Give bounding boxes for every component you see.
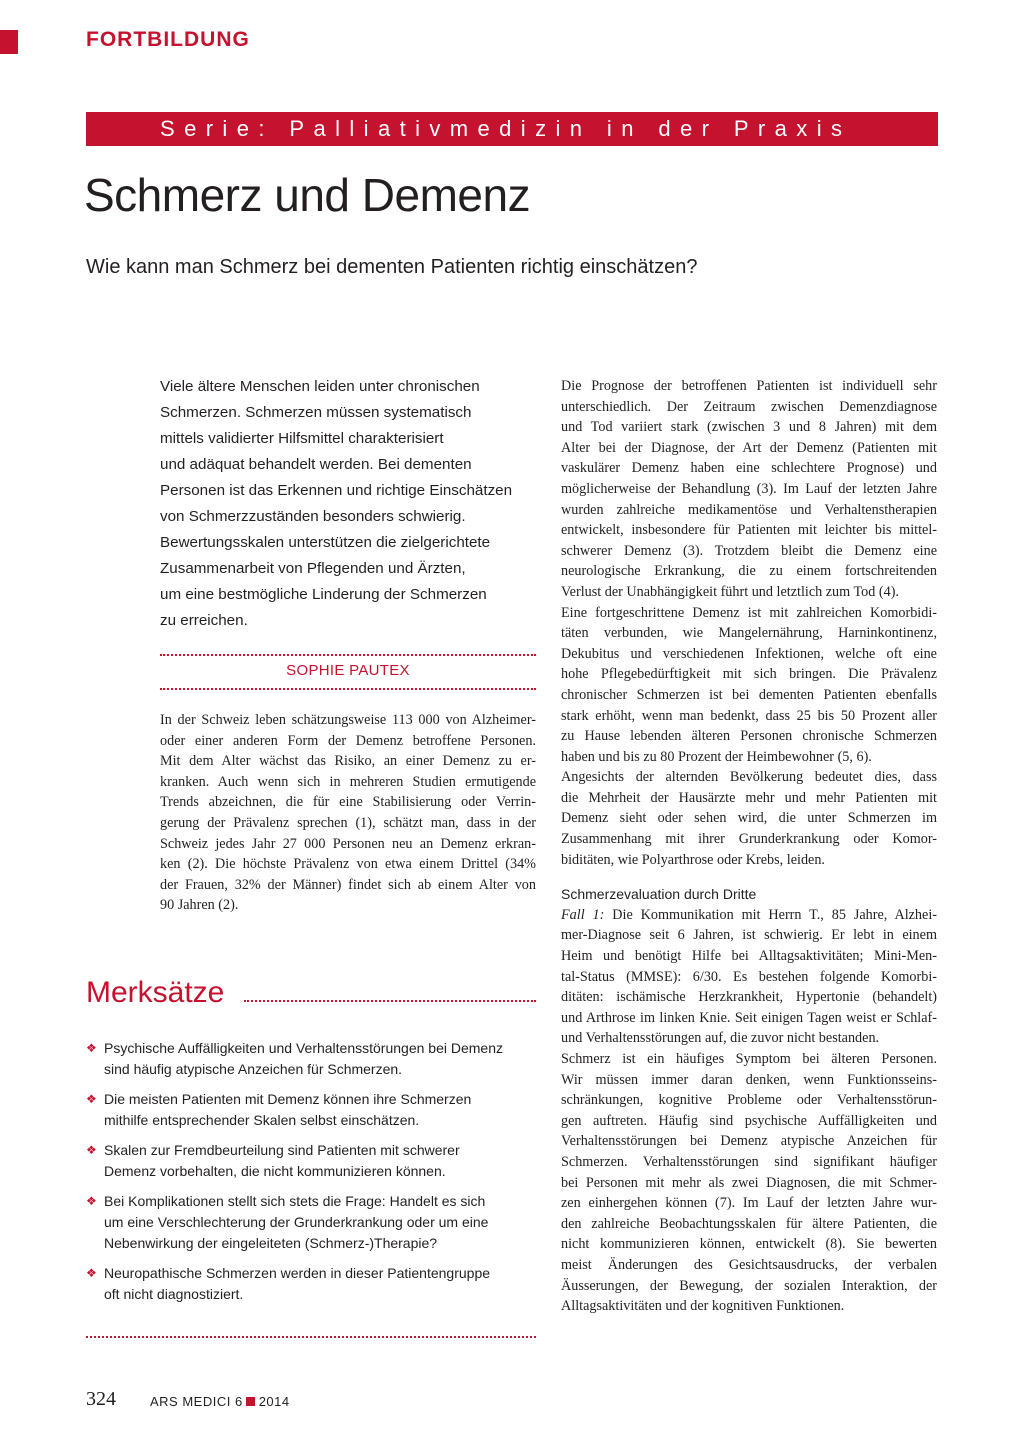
series-banner — [86, 112, 938, 146]
key-point-item — [86, 1038, 546, 1080]
text-line: Demenz sieht oder sehen wird, die unter Schmerzen im — [561, 810, 937, 827]
key-point-line: Neuropathische Schmerzen werden in dieser Patientengruppe — [104, 1265, 491, 1281]
diamond-bullet-icon: ❖ — [86, 1041, 97, 1055]
text-line: gen auftreten. Häufig sind psychische Auffälligkeiten und — [561, 1112, 937, 1129]
text-line: Alter bei der Diagnose, der Art der Demenz (Patienten mit — [561, 439, 937, 456]
text-line: Äusserungen, der Bewegung, der sozialen Interaktion, der — [561, 1277, 937, 1294]
text-line: und Verhaltensstörungen auf, die zuvor nicht bestanden. — [561, 1030, 880, 1047]
text-line: neurologische Erkrankung, die zu einem fortschreitenden — [561, 563, 937, 580]
text-line: Zusammenhang mit ihrer Grunderkrankung oder Komor- — [561, 831, 937, 848]
key-point-line: Bei Komplikationen stellt sich stets die Frage: Handelt es sich — [104, 1193, 486, 1209]
text-line: Schmerz ist ein häufiges Symptom bei älteren Personen. — [561, 1051, 937, 1067]
text-line: In der Schweiz leben schätzungsweise 113 000 von Alzheimer- — [160, 712, 536, 728]
lead-line: und adäquat behandelt werden. Bei dementen — [160, 456, 472, 473]
key-point-line: um eine Verschlechterung der Grunderkrankung oder um eine — [104, 1214, 489, 1230]
text-line: tal-Status (MMSE): 6/30. Es bestehen folgende Komorbi- — [561, 968, 937, 985]
key-point-line: sind häufig atypische Anzeichen für Schmerzen. — [104, 1061, 403, 1077]
text-line: und Tod variiert stark (zwischen 3 und 8 Jahren) mit dem — [561, 419, 937, 436]
key-point-item — [86, 1263, 546, 1305]
lead-paragraph — [160, 374, 550, 634]
series-title: Serie: Palliativmedizin in der Praxis — [160, 116, 852, 141]
key-point-line: Psychische Auffälligkeiten und Verhaltensstörungen bei Demenz — [104, 1040, 503, 1056]
key-points-title: Merksätze — [86, 976, 225, 1009]
text-line: schwerer Demenz (3). Trotzdem bleibt die Demenz eine — [561, 542, 937, 559]
article-subtitle: Wie kann man Schmerz bei dementen Patienten richtig einschätzen? — [86, 256, 698, 278]
right-column — [561, 376, 937, 1317]
diamond-bullet-icon: ❖ — [86, 1194, 97, 1208]
text-line: bei Personen mit mehr als zwei Diagnosen, die mit Schmer- — [561, 1174, 937, 1191]
lead-line: Bewertungsskalen unterstützen die zielgerichtete — [160, 534, 491, 551]
key-points-title-rule — [244, 1000, 536, 1002]
lead-line: Personen ist das Erkennen und richtige Einschätzen — [160, 482, 513, 499]
journal-info — [150, 1394, 290, 1409]
case-text-first-line: Die Kommunikation mit Herrn T., 85 Jahre, Alzhei- — [604, 906, 937, 923]
author-divider-top — [160, 654, 536, 656]
text-line: hohe Pflegebedürftigkeit mit sich bringen. Die Prävalenz — [561, 666, 937, 683]
text-line: Verlust der Unabhängigkeit führt und letztlich zum Tod (4). — [561, 583, 899, 600]
text-line: Eine fortgeschrittene Demenz ist mit zahlreichen Komorbidi- — [561, 604, 937, 621]
text-line: kranken. Auch wenn sich in mehreren Studien ermutigende — [160, 773, 536, 790]
text-line: Angesichts der alternden Bevölkerung bedeutet dies, dass — [561, 769, 937, 786]
text-line: chronischer Schmerzen ist bei dementen Patienten ebenfalls — [561, 686, 937, 703]
case-label: Fall 1: — [561, 906, 605, 923]
text-line: täten verbunden, wie Mangelernährung, Harninkontinenz, — [561, 625, 937, 642]
text-line: vaskulärer Demenz haben eine schlechtere Prognose) und — [561, 460, 937, 477]
key-point-line: Die meisten Patienten mit Demenz können ihre Schmerzen — [104, 1091, 472, 1107]
text-line: zen einhergehen können (7). Im Lauf der letzten Jahre wur- — [561, 1195, 937, 1212]
text-line: der Frauen, 32% der Männer) findet sich ab einem Alter von — [160, 876, 536, 893]
text-line: ken (2). Die höchste Prävalenz von etwa einem Drittel (34% — [160, 856, 536, 873]
page-number: 324 — [86, 1388, 116, 1410]
text-line: Mit dem Alter wächst das Risiko, an einer Demenz zu er- — [160, 753, 536, 770]
diamond-bullet-icon: ❖ — [86, 1092, 97, 1106]
text-line: Verhaltensstörungen bei Demenz atypische Anzeichen für — [561, 1133, 937, 1150]
text-line: biditäten, wie Polyarthrose oder Krebs, leiden. — [561, 851, 825, 868]
key-point-line: mithilfe entsprechender Skalen selbst einschätzen. — [104, 1112, 420, 1128]
journal-separator-square — [246, 1397, 255, 1406]
key-point-item — [86, 1140, 546, 1182]
text-line: die Mehrheit der Hausärzte mehr und mehr Patienten mit — [561, 789, 937, 806]
text-line: schränkungen, kognitive Probleme oder Verhaltensstörun- — [561, 1092, 937, 1109]
text-line: wurden zahlreiche medikamentöse und Verhaltenstherapien — [561, 501, 937, 518]
text-line: 90 Jahren (2). — [160, 897, 239, 914]
text-line: den zahlreiche Beobachtungsskalen für ältere Patienten, die — [561, 1215, 937, 1232]
text-line: Wir müssen immer daran denken, wenn Funktionsseins- — [561, 1071, 937, 1088]
text-line: nicht kommunizieren können, entwickelt (8). Sie bewerten — [561, 1236, 937, 1253]
text-line: Trends abzeichnen, die für eine Stabilisierung oder Verrin- — [160, 794, 536, 811]
paragraph-prognose — [561, 376, 937, 603]
paragraph-komorbiditaeten — [561, 603, 937, 768]
text-line: stark erhöht, wenn man bedenkt, dass 25 bis 50 Prozent aller — [561, 707, 937, 724]
author-name: SOPHIE PAUTEX — [286, 662, 410, 679]
paragraph-schmerzsymptom — [561, 1049, 937, 1317]
text-line: Heim und benötigt Hilfe bei Alltagsaktivitäten; Mini-Men- — [561, 948, 937, 965]
diamond-bullet-icon: ❖ — [86, 1143, 97, 1157]
key-point-line: Nebenwirkung der eingeleiteten (Schmerz-)Therapie? — [104, 1235, 438, 1251]
key-points-list — [86, 1038, 546, 1314]
journal-year: 2014 — [258, 1394, 290, 1409]
text-line: mer-Diagnose seit 6 Jahren, ist schwierig. Er lebt in einem — [561, 927, 937, 944]
lead-line: Zusammenarbeit von Pflegenden und Ärzten, — [160, 560, 466, 577]
author-divider-bottom — [160, 688, 536, 690]
key-point-line: Demenz vorbehalten, die nicht kommunizieren können. — [104, 1163, 446, 1179]
text-line: zu Hause lebenden älteren Personen chronische Schmerzen — [561, 728, 937, 745]
text-line: möglicherweise der Behandlung (3). Im Lauf der letzten Jahre — [561, 480, 937, 497]
text-line: Schmerzen. Verhaltensstörungen sind signifikant häufiger — [561, 1153, 937, 1170]
journal-name: ARS MEDICI 6 — [150, 1394, 243, 1409]
text-line: Dekubitus und verschiedenen Infektionen, welche oft eine — [561, 645, 937, 662]
paragraph-bevoelkerung — [561, 767, 937, 870]
text-line: Schweiz jedes Jahr 27 000 Personen neu an Demenz erkran- — [160, 835, 536, 852]
lead-line: um eine bestmögliche Linderung der Schmerzen — [160, 586, 487, 603]
key-point-line: oft nicht diagnostiziert. — [104, 1286, 244, 1302]
lead-line: zu erreichen. — [160, 612, 248, 629]
lead-line: mittels validierter Hilfsmittel charakterisiert — [160, 430, 444, 447]
paragraph-fall-1 — [561, 905, 937, 1049]
key-point-line: Skalen zur Fremdbeurteilung sind Patienten mit schwerer — [104, 1142, 460, 1158]
article-title: Schmerz und Demenz — [84, 169, 531, 221]
subheading-schmerzevaluation: Schmerzevaluation durch Dritte — [561, 886, 757, 903]
key-points-bottom-rule — [86, 1336, 536, 1338]
lead-line: von Schmerzzuständen besonders schwierig. — [160, 508, 466, 525]
key-point-item — [86, 1089, 546, 1131]
lead-line: Schmerzen. Schmerzen müssen systematisch — [160, 404, 472, 421]
lead-line: Viele ältere Menschen leiden unter chronischen — [160, 378, 480, 395]
text-line: gerung der Prävalenz sprechen (1), schätzt man, dass in der — [160, 814, 536, 831]
intro-paragraph — [160, 710, 536, 916]
section-color-bar — [0, 30, 18, 54]
key-point-item — [86, 1191, 546, 1254]
text-line: Die Prognose der betroffenen Patienten ist individuell sehr — [561, 378, 937, 394]
text-line: ditäten: ischämische Herzkrankheit, Hypertonie (behandelt) — [561, 989, 937, 1006]
text-line: haben und bis zu 80 Prozent der Heimbewohner (5, 6). — [561, 748, 872, 765]
text-line: oder einer anderen Form der Demenz betroffene Personen. — [160, 732, 536, 749]
text-line: unterschiedlich. Der Zeitraum zwischen Demenzdiagnose — [561, 398, 937, 415]
diamond-bullet-icon: ❖ — [86, 1266, 97, 1280]
text-line: entwickelt, insbesondere für Patienten mit leichter bis mittel- — [561, 522, 937, 539]
text-line: und Arthrose im linken Knie. Seit einigen Tagen weist er Schlaf- — [561, 1009, 937, 1026]
section-label: FORTBILDUNG — [86, 28, 250, 51]
text-line: meist Änderungen des Gesichtsausdrucks, der verbalen — [561, 1256, 937, 1273]
text-line: Alltagsaktivitäten und der kognitiven Funktionen. — [561, 1298, 845, 1315]
